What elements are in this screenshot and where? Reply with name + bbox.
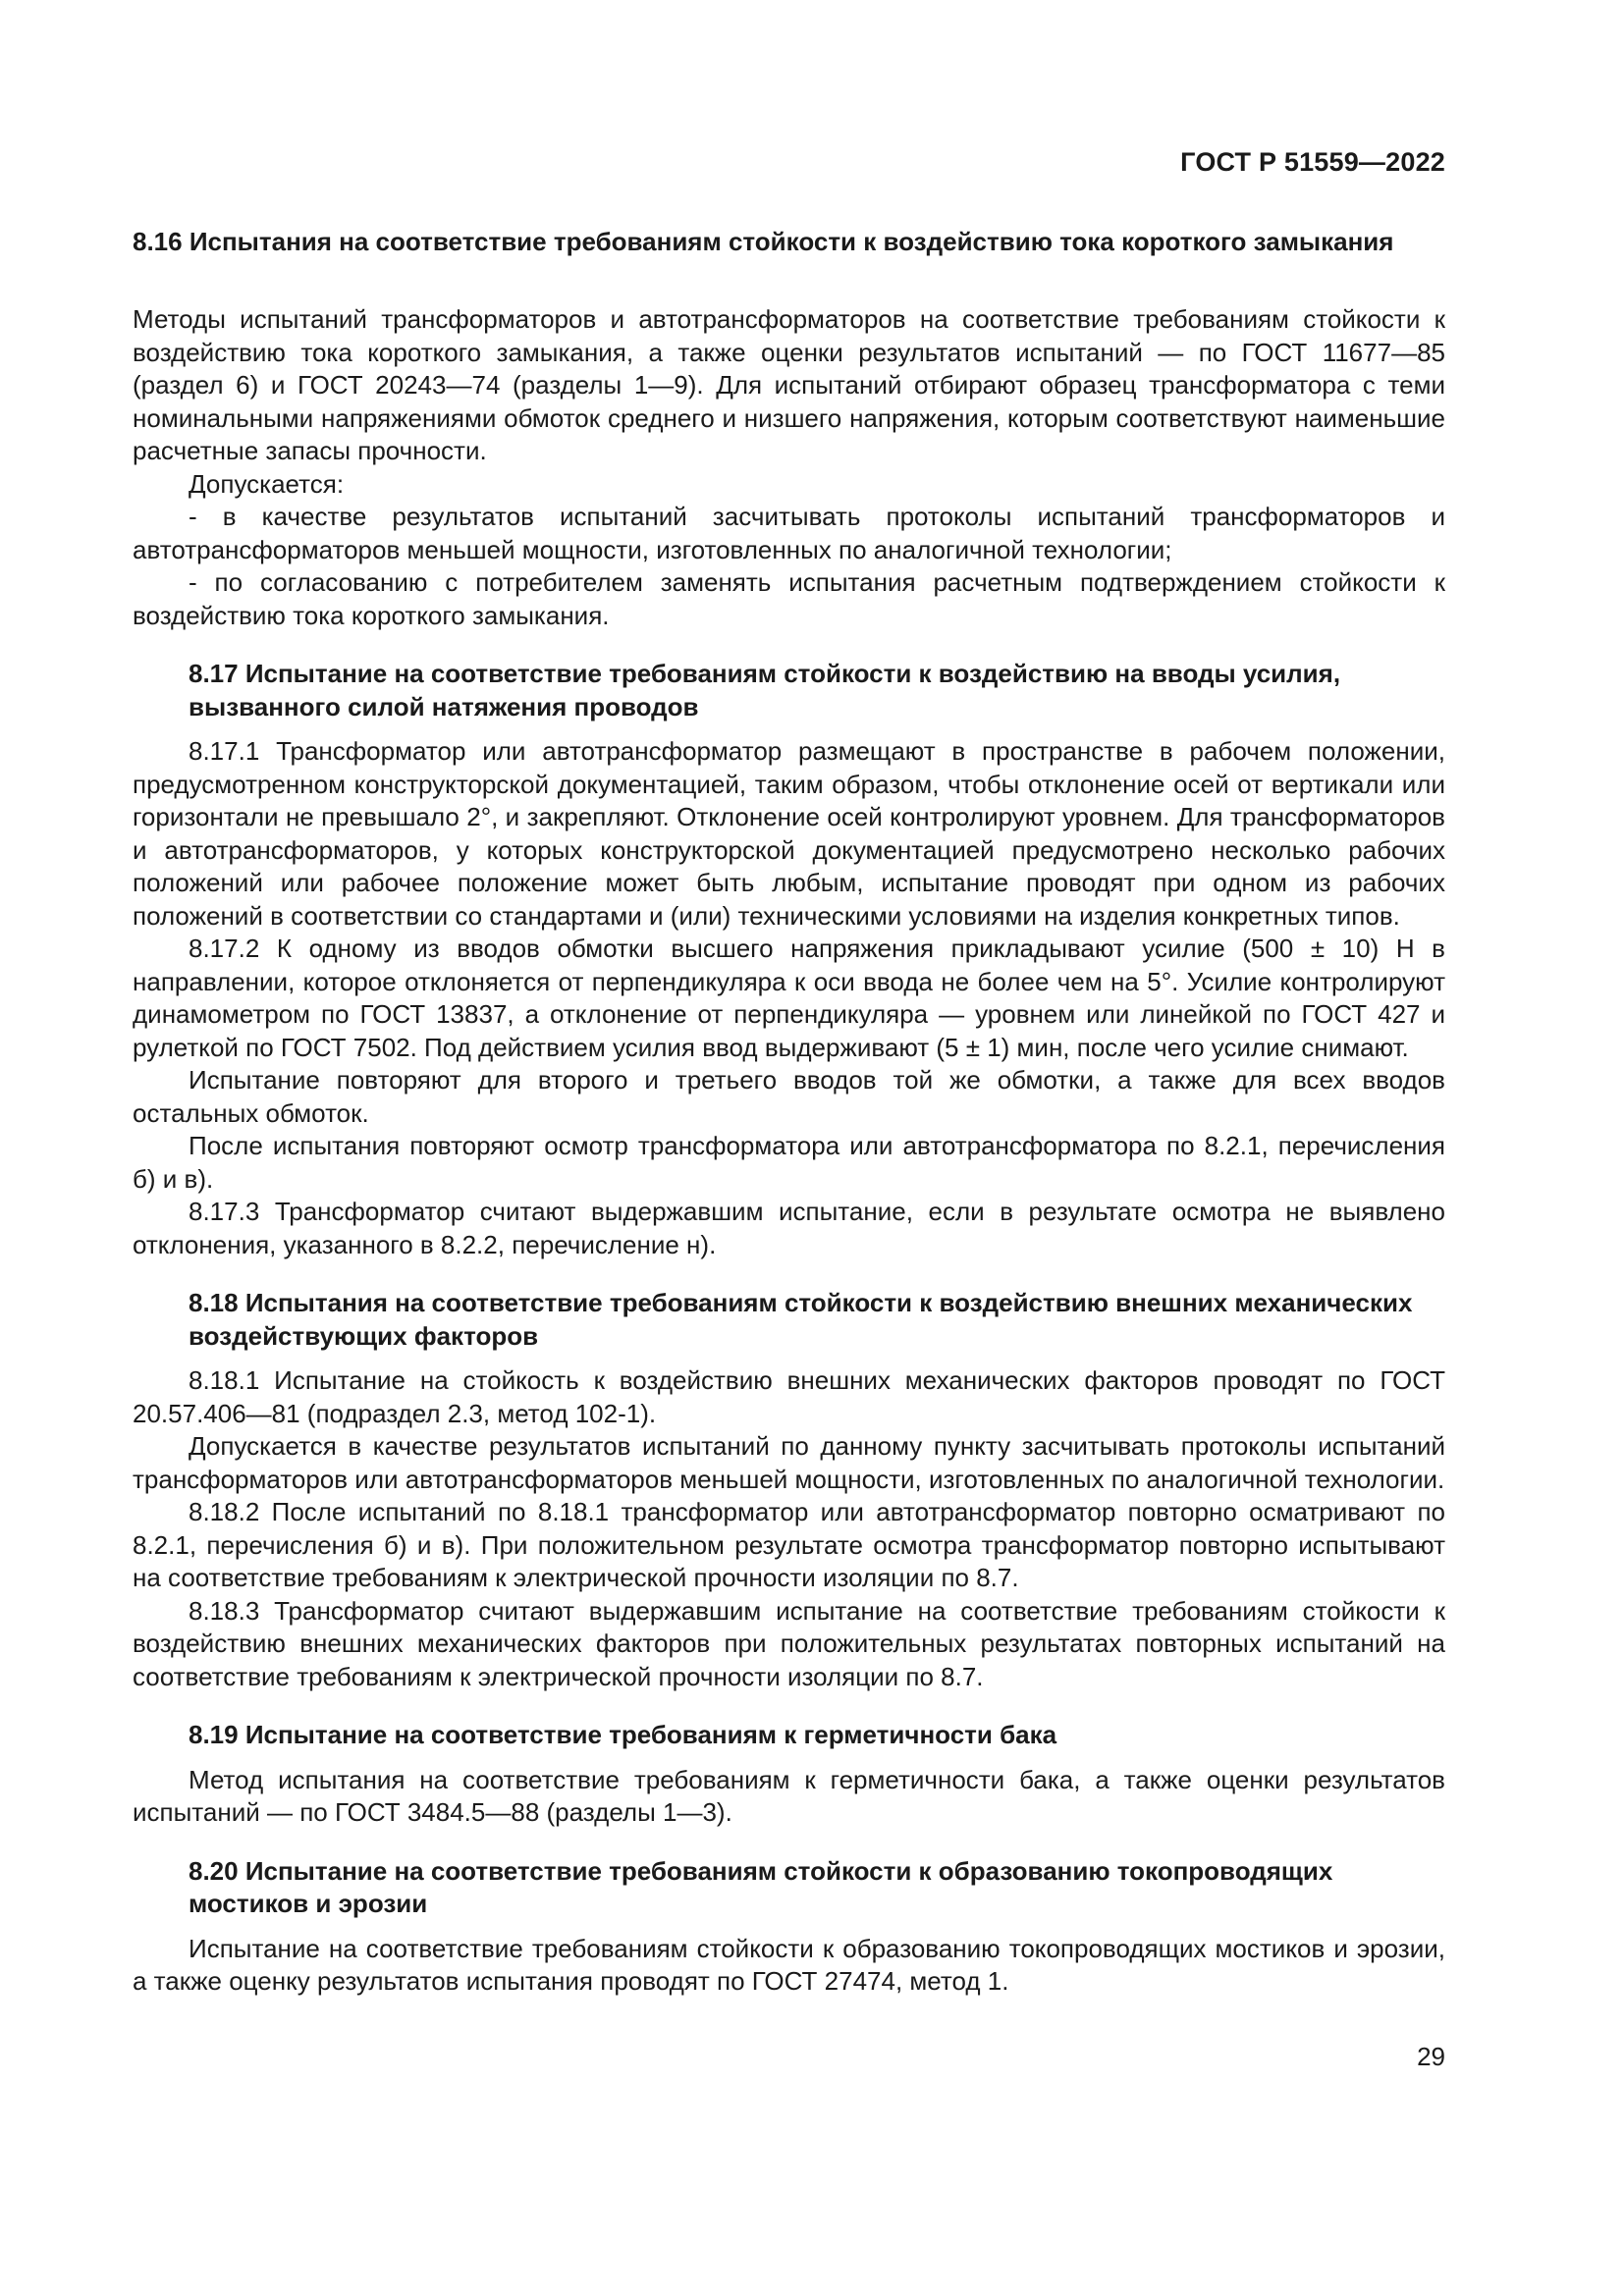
paragraph: 8.17.2 К одному из вводов обмотки высшего напряжения прикладывают усилие (500 ± 10) Н в направлении, которое отклоняется от перпендикуляра к оси ввода не более чем на 5°. Усилие контролируют динамометром по ГОСТ 13837, а отклонение от перпендикуляра — уровнем или линейкой по ГОСТ 427 и рулеткой по ГОСТ 7502. Под действием усилия ввод выдерживают (5 ± 1) мин, после чего усилие снимают. xyxy=(133,934,1445,1062)
paragraph: Испытание на соответствие требованиям стойкости к образованию токопроводящих мостиков и эрозии, а также оценку результатов испытания проводят по ГОСТ 27474, метод 1. xyxy=(133,1933,1445,1996)
paragraph: 8.17.1 Трансформатор или автотрансформатор размещают в пространстве в рабочем положении, предусмотренном конструкторской документацией, таким образом, чтобы отклонение осей от вертикали или горизонтали не превышало 2°, и закрепляют. Отклонение осей контролируют уровнем. Для трансформаторов и автотрансформаторов, у которых конструкторской документацией предусмотрено несколько рабочих положений или рабочее положение может быть любым, испытание проводят при одном из рабочих положений в соответствии со стандартами и (или) техническими условиями на изделия конкретных типов. xyxy=(133,736,1445,931)
section-title: 8.18 Испытания на соответствие требованиям стойкости к воздействию внешних механических воздействующих факторов xyxy=(189,1288,1413,1351)
section-title: 8.19 Испытание на соответствие требованиям к герметичности бака xyxy=(189,1720,1057,1749)
section-8-18 xyxy=(133,1287,1445,1693)
section-title: 8.16 Испытания на соответствие требованиям стойкости к воздействию тока короткого замыкания xyxy=(133,227,1394,256)
section-8-16 xyxy=(133,226,1445,632)
paragraph: Испытание повторяют для второго и третьего вводов той же обмотки, а также для всех вводов остальных обмоток. xyxy=(133,1065,1445,1128)
list-item: - в качестве результатов испытаний засчитывать протоколы испытаний трансформаторов и автотрансформаторов меньшей мощности, изготовленных по аналогичной технологии; xyxy=(133,502,1445,564)
paragraph: Допускается в качестве результатов испытаний по данному пункту засчитывать протоколы испытаний трансформаторов или автотрансформаторов меньшей мощности, изготовленных по аналогичной технологии. xyxy=(133,1431,1445,1494)
paragraph: 8.18.3 Трансформатор считают выдержавшим испытание на соответствие требованиям стойкости к воздействию внешних механических факторов при положительных результатах повторных испытаний на соответствие требованиям к электрической прочности изоляции по 8.7. xyxy=(133,1595,1445,1691)
section-8-17 xyxy=(133,658,1445,1261)
section-title: 8.20 Испытание на соответствие требованиям стойкости к образованию токопроводящих мостиков и эрозии xyxy=(189,1855,1333,1918)
section-8-19 xyxy=(133,1719,1445,1830)
paragraph: Метод испытания на соответствие требованиям к герметичности бака, а также оценки результатов испытаний — по ГОСТ 3484.5—88 (разделы 1—3). xyxy=(133,1764,1445,1827)
paragraph: 8.18.1 Испытание на стойкость к воздействию внешних механических факторов проводят по ГОСТ 20.57.406—81 (подраздел 2.3, метод 102-1). xyxy=(133,1365,1445,1428)
section-title: 8.17 Испытание на соответствие требованиям стойкости к воздействию на вводы усилия, вызванного силой натяжения проводов xyxy=(189,659,1341,721)
paragraph: После испытания повторяют осмотр трансформатора или автотрансформатора по 8.2.1, перечисления б) и в). xyxy=(133,1131,1445,1194)
document-body xyxy=(133,226,1445,2024)
paragraph: 8.17.3 Трансформатор считают выдержавшим испытание, если в результате осмотра не выявлено отклонения, указанного в 8.2.2, перечисление н). xyxy=(133,1197,1445,1259)
paragraph: Допускается: xyxy=(189,468,345,499)
page-number: 29 xyxy=(1417,2042,1445,2071)
document-header: ГОСТ Р 51559—2022 xyxy=(1180,147,1445,177)
section-8-20 xyxy=(133,1855,1445,1999)
list-item: - по согласованию с потребителем заменять испытания расчетным подтверждением стойкости к воздействию тока короткого замыкания. xyxy=(133,567,1445,630)
paragraph: Методы испытаний трансформаторов и автотрансформаторов на соответствие требованиям стойкости к воздействию тока короткого замыкания, а также оценки результатов испытаний — по ГОСТ 11677—85 (раздел 6) и ГОСТ 20243—74 (разделы 1—9). Для испытаний отбирают образец трансформатора с теми номинальными напряжениями обмоток среднего и низшего напряжения, которым соответствуют наименьшие расчетные запасы прочности. xyxy=(133,304,1445,465)
paragraph: 8.18.2 После испытаний по 8.18.1 трансформатор или автотрансформатор повторно осматривают по 8.2.1, перечисления б) и в). При положительном результате осмотра трансформатор повторно испытывают на соответствие требованиям к электрической прочности изоляции по 8.7. xyxy=(133,1497,1445,1592)
